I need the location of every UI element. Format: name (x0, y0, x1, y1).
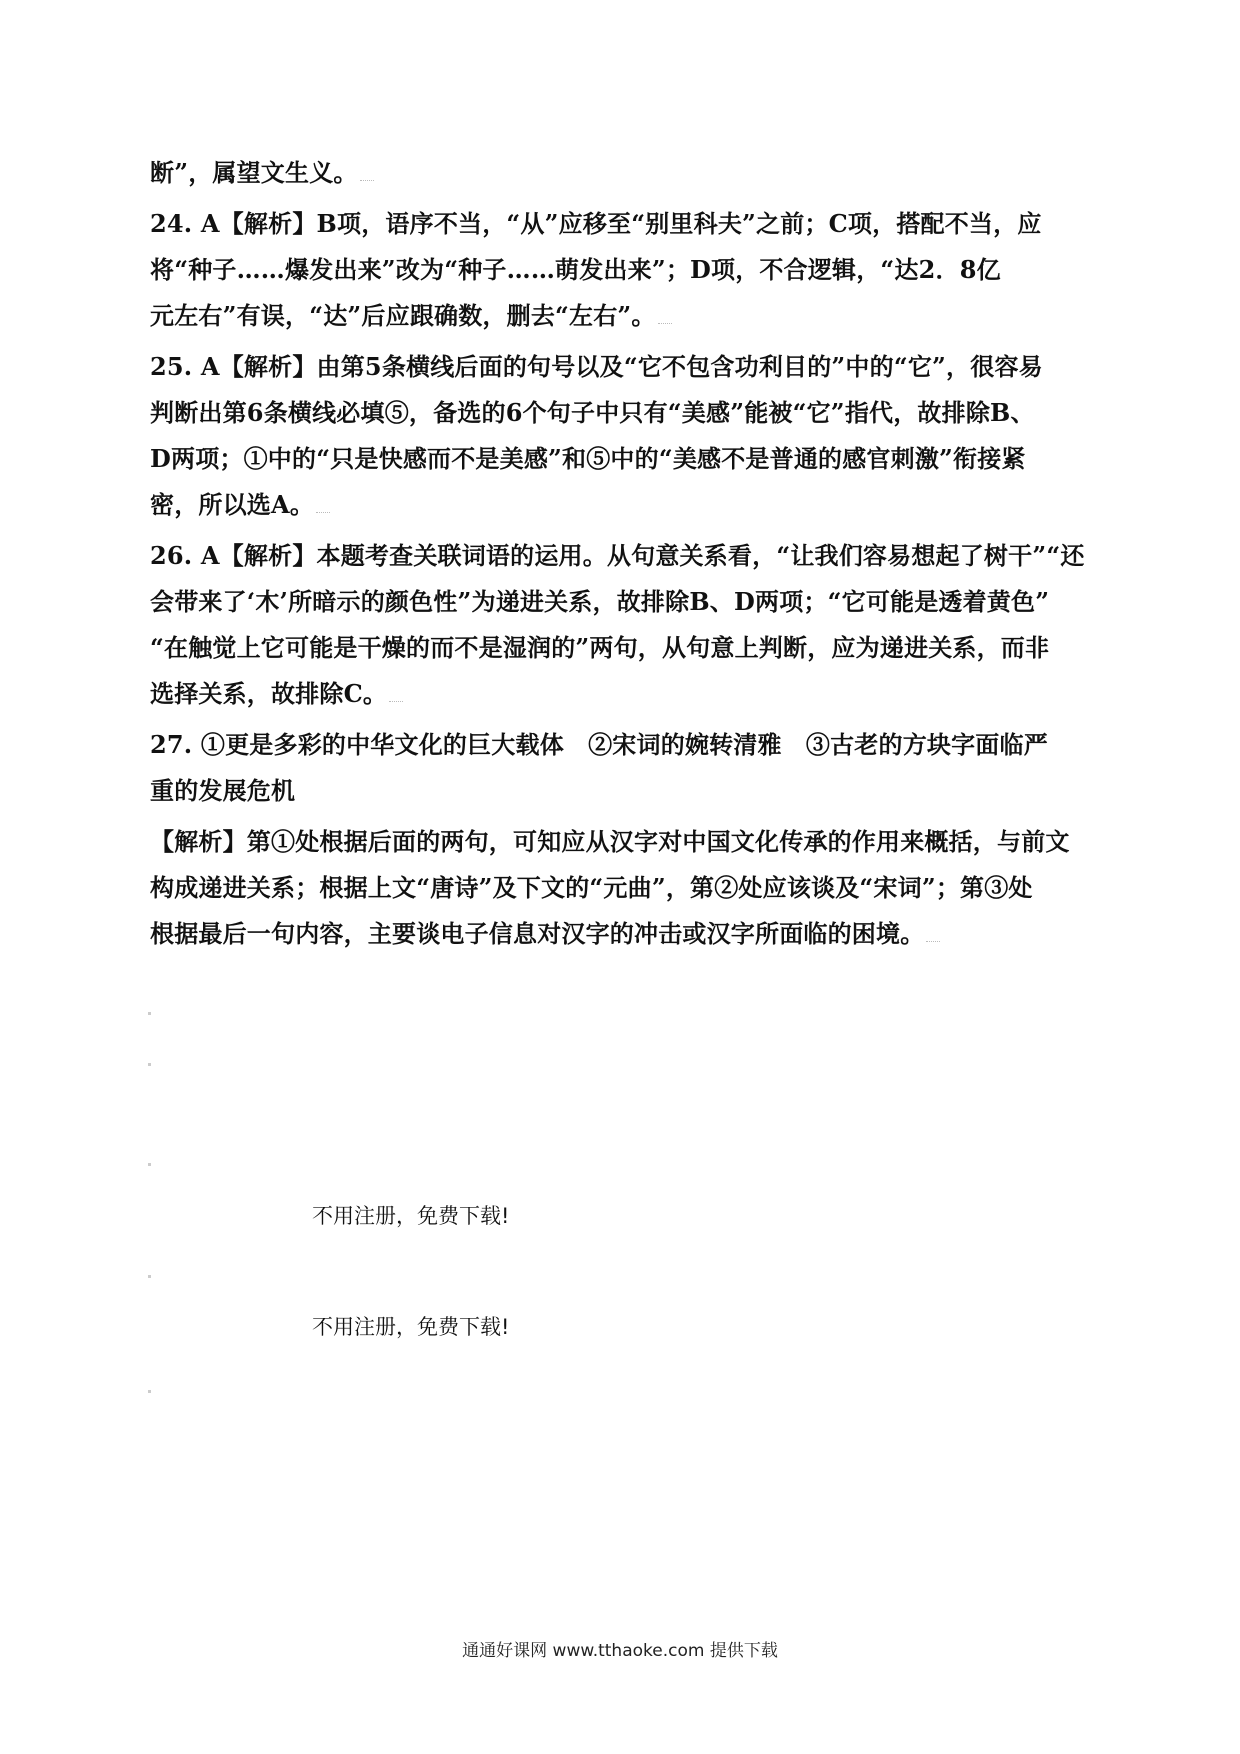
text-line: 24. A【解析】B项，语序不当，“从”应移至“别里科夫”之前；C项，搭配不当，应 (150, 209, 1042, 238)
paragraph-mark (148, 1063, 151, 1066)
text-line: 构成递进关系；根据上文“唐诗”及下文的“元曲”，第②处应该谈及“宋词”；第③处 (150, 873, 1033, 902)
promo-text: 不用注册，免费下载! (312, 1315, 510, 1339)
text-line: 断”，属望文生义。 (150, 150, 1100, 196)
text-line: 26. A【解析】本题考查关联词语的运用。从句意关系看，“让我们容易想起了树干”“还 (150, 541, 1085, 570)
text-line: 选择关系，故排除C。 (150, 671, 1100, 717)
text-line: “在触觉上它可能是干燥的而不是湿润的”两句，从句意上判断，应为递进关系，而非 (150, 633, 1050, 662)
text-line: 密，所以选A。 (150, 482, 1100, 528)
text-line: 重的发展危机 (150, 776, 296, 805)
text-line: 会带来了‘木’所暗示的颜色性”为递进关系，故排除B、D两项；“它可能是透着黄色” (150, 587, 1050, 616)
paragraph-mark (148, 1275, 151, 1278)
text-line: D两项；①中的“只是快感而不是美感”和⑤中的“美感不是普通的感官刺激”衔接紧 (150, 444, 1026, 473)
text-line: 根据最后一句内容，主要谈电子信息对汉字的冲击或汉字所面临的困境。 (150, 911, 1100, 957)
text-line: 【解析】第①处根据后面的两句，可知应从汉字对中国文化传承的作用来概括，与前文 (150, 827, 1070, 856)
paragraph-mark (148, 1012, 151, 1015)
footer-text: 通通好课网 www.tthaoke.com 提供下载 (462, 1641, 778, 1661)
paragraph-mark (148, 1163, 151, 1166)
promo-text: 不用注册，免费下载! (312, 1204, 510, 1228)
text-line: 判断出第6条横线必填⑤，备选的6个句子中只有“美感”能被“它”指代，故排除B、 (150, 398, 1035, 427)
paragraph-mark (148, 1390, 151, 1393)
text-line: 元左右”有误，“达”后应跟确数，删去“左右”。 (150, 293, 1100, 339)
text-line: 将“种子……爆发出来”改为“种子……萌发出来”；D项，不合逻辑，“达2．8亿 (150, 255, 1001, 284)
answer-explanations (150, 150, 1100, 957)
text-line: 27. ①更是多彩的中华文化的巨大载体 ②宋词的婉转清雅 ③古老的方块字面临严 (150, 730, 1048, 759)
text-line: 25. A【解析】由第5条横线后面的句号以及“它不包含功利目的”中的“它”，很容易 (150, 352, 1043, 381)
